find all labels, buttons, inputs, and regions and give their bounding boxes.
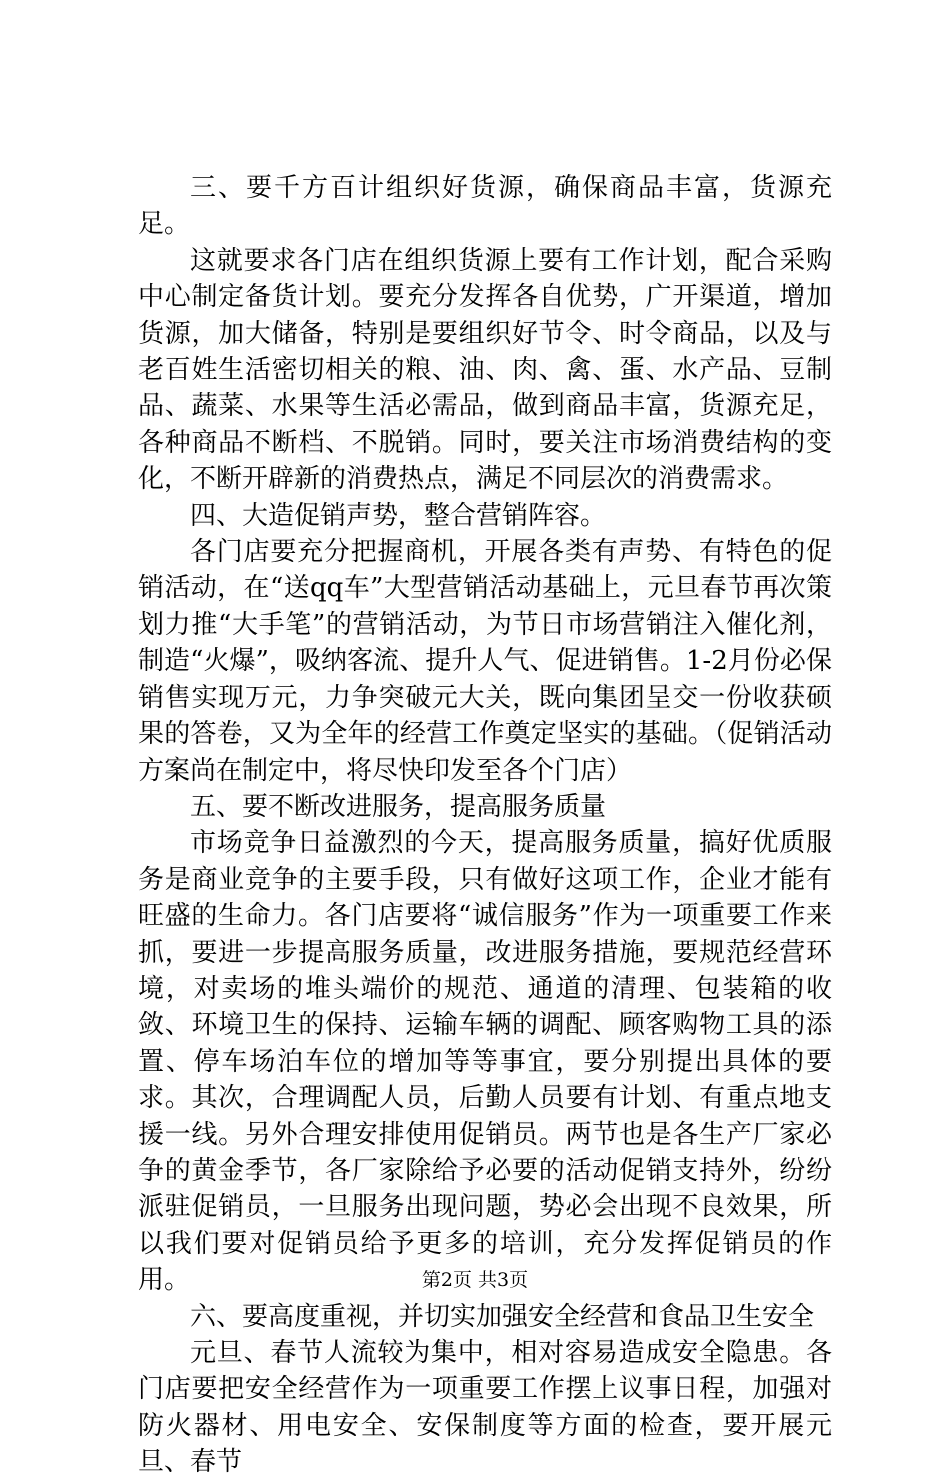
section-heading-6: 六、要高度重视，并切实加强安全经营和食品卫生安全: [190, 1301, 815, 1332]
paragraph-service: 市场竞争日益激烈的今天，提高服务质量，搞好优质服务是商业竞争的主要手段，只有做好这项工作，企业才能有旺盛的生命力。各门店要将“诚信服务”作为一项重要工作来抓，要进一步提高服务质量，改进服务措施，要规范经营环境，对卖场的堆头端价的规范、通道的清理、包装箱的收敛、环境卫生的保持、运输车辆的调配、顾客购物工具的添置、停车场泊车位的增加等等事宜，要分别提出具体的要求。其次，合理调配人员，后勤人员要有计划、有重点地支援一线。另外合理安排使用促销员。两节也是各生产厂家必争的黄金季节，各厂家除给予必要的活动促销支持外，纷纷派驻促销员，一旦服务出现问题，势必会出现不良效果，所以我们要对促销员给予更多的培训，充分发挥促销员的作用。: [138, 828, 832, 1296]
paragraph-promotion: 各门店要充分把握商机，开展各类有声势、有特色的促销活动，在“送qq车”大型营销活动基础上，元旦春节再次策划力推“大手笔”的营销活动，为节日市场营销注入催化剂，制造“火爆”，吸纳客流、提升人气、促进销售。1-2月份必保销售实现万元，力争突破元大关，既向集团呈交一份收获硕果的答卷，又为全年的经营工作奠定坚实的基础。（促销活动方案尚在制定中，将尽快印发至各个门店）: [138, 537, 832, 786]
paragraph-safety: 元旦、春节人流较为集中，相对容易造成安全隐患。各门店要把安全经营作为一项重要工作摆上议事日程，加强对防火器材、用电安全、安保制度等方面的检查，要开展元旦、春节: [138, 1338, 832, 1478]
page-number: 第2页 共3页: [421, 1269, 529, 1291]
section-heading-3: 三、要千方百计组织好货源，确保商品丰富，货源充足。: [138, 173, 832, 240]
section-heading-4: 四、大造促销声势，整合营销阵容。: [190, 500, 607, 531]
page-footer: [0, 1268, 950, 1292]
paragraph-supply: 这就要求各门店在组织货源上要有工作计划，配合采购中心制定备货计划。要充分发挥各自优势，广开渠道，增加货源，加大储备，特别是要组织好节令、时令商品，以及与老百姓生活密切相关的粮、油、肉、禽、蛋、水产品、豆制品、蔬菜、水果等生活必需品，做到商品丰富，货源充足，各种商品不断档、不脱销。同时，要关注市场消费结构的变化，不断开辟新的消费热点，满足不同层次的消费需求。: [138, 245, 832, 495]
section-heading-5: 五、要不断改进服务，提高服务质量: [190, 791, 607, 822]
